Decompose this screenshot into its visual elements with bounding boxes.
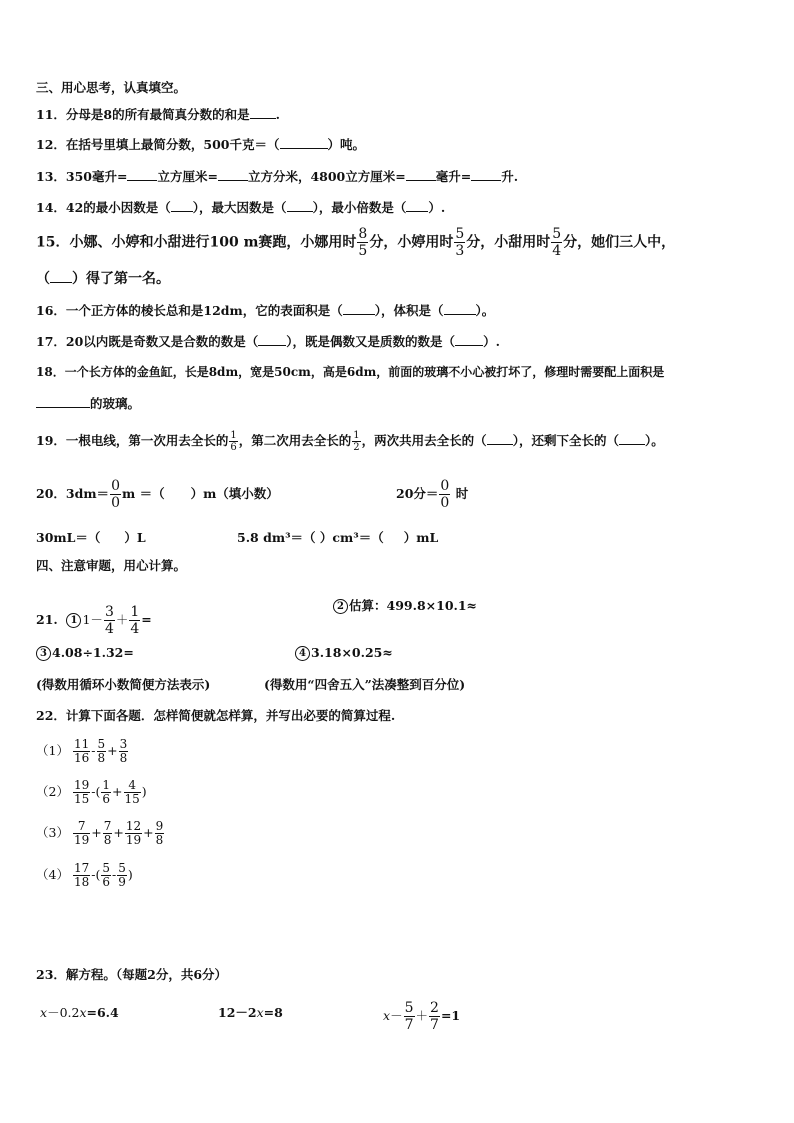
- q23-equation-3: [383, 1000, 460, 1033]
- q22-p2-f1-den: 15: [74, 792, 90, 806]
- question-11: [36, 106, 280, 123]
- q16-text-b: ），体积是（: [374, 303, 444, 318]
- q22-p3-f4: [155, 820, 165, 847]
- q11-blank[interactable]: [250, 106, 276, 119]
- q21-f1-num: 3: [104, 604, 114, 620]
- q23-e3-plus: ＋: [415, 1008, 429, 1023]
- q22-p3-f2-num: 7: [103, 819, 112, 833]
- q22-p3-op3: +: [143, 825, 154, 840]
- question-15: [36, 226, 675, 259]
- q13-text-b: 立方厘米=: [157, 169, 218, 184]
- q21-f2-num: 1: [130, 604, 140, 620]
- q16-blank-1[interactable]: [343, 302, 375, 315]
- q19-f1-num: 1: [230, 430, 237, 441]
- q12-text: 12．在括号里填上最简分数，500千克＝（: [36, 137, 280, 152]
- q22-p3-f2: [103, 820, 113, 847]
- q19-fraction-2: [352, 430, 360, 453]
- q21-plus: ＋: [115, 612, 129, 627]
- question-19: [36, 430, 664, 453]
- q23-e1-x: x: [40, 1005, 48, 1020]
- q21-circle-1: 1: [66, 613, 81, 628]
- q13-blank-1[interactable]: [127, 168, 157, 181]
- q15-f2-den: 3: [455, 243, 465, 259]
- q23-e3-f2: [429, 1000, 440, 1033]
- q22-p3-f3-den: 19: [125, 833, 142, 847]
- q21-one: 1: [82, 612, 91, 627]
- q15-f3-num: 5: [552, 226, 562, 242]
- q22-part-1: [36, 738, 129, 765]
- q22-p1-op1: -: [91, 743, 96, 758]
- q22-p4-f3-num: 5: [118, 861, 126, 875]
- q22-p1-f2-num: 5: [97, 737, 106, 751]
- q19-text-e: ）。: [644, 433, 664, 448]
- q21-fraction-2: [129, 604, 140, 637]
- q19-text-d: ），还剩下全长的（: [512, 433, 619, 448]
- question-21-1: [36, 604, 152, 637]
- q21-note-1: (得数用循环小数简便方法表示): [36, 677, 211, 692]
- q21-fraction-1: [104, 604, 115, 637]
- q22-p3-f2-den: 8: [103, 833, 112, 847]
- q11-text: 11．分母是8的所有最简真分数的和是: [36, 107, 250, 122]
- q21-expr-3: 4.08÷1.32=: [52, 645, 134, 660]
- q22-p1-f2: [97, 738, 107, 765]
- question-18-line2: [36, 395, 140, 412]
- question-14: [36, 199, 445, 216]
- q14-text-d: ）.: [428, 200, 446, 215]
- question-12: [36, 136, 365, 153]
- q18-blank[interactable]: [36, 395, 90, 408]
- q23-e1-x2: x: [79, 1005, 87, 1020]
- q22-part-3: [36, 820, 165, 847]
- q14-text-a: 14．42的最小因数是（: [36, 200, 171, 215]
- q16-blank-2[interactable]: [444, 302, 476, 315]
- q22-p3-f3: [125, 820, 142, 847]
- q22-p4-f2-den: 6: [102, 875, 111, 889]
- q22-p2-f2-den: 6: [102, 792, 111, 806]
- q15-f2-num: 5: [455, 226, 465, 242]
- q13-blank-2[interactable]: [218, 168, 248, 181]
- q21-minus: －: [90, 612, 103, 627]
- q23-e3-b: =1: [440, 1008, 461, 1023]
- q22-p4-f1-den: 18: [74, 875, 90, 889]
- q12-end: ）吨。: [327, 137, 366, 152]
- q23-e3-f1: [404, 1000, 415, 1033]
- q22-p4-f1: [73, 862, 90, 889]
- q20-text-c: ）m（填小数）: [190, 486, 279, 501]
- q20-text-b: m ＝（: [121, 486, 165, 501]
- q13-blank-3[interactable]: [406, 168, 436, 181]
- q22-p3-label: （3）: [36, 825, 69, 840]
- q23-title: 23．解方程。（每题2分，共6分）: [36, 967, 228, 982]
- q20-fraction-1: [110, 478, 121, 511]
- q13-text-e: 升.: [501, 169, 519, 184]
- q13-text-d: 毫升=: [435, 169, 472, 184]
- q21-circle-3: 3: [36, 646, 51, 661]
- q21-eq: =: [141, 612, 152, 627]
- q22-p1-f1-den: 16: [74, 751, 90, 765]
- q22-p4-f3: [117, 862, 127, 889]
- q14-text-b: ），最大因数是（: [192, 200, 287, 215]
- q22-p3-f4-den: 8: [155, 833, 164, 847]
- q22-p2-op1: -(: [91, 784, 101, 799]
- question-18: [36, 364, 664, 380]
- q22-p3-f4-num: 9: [155, 819, 164, 833]
- q19-fraction-1: [229, 430, 237, 453]
- section4-heading: 四、注意审题，用心计算。: [36, 558, 187, 573]
- q20-f1-num: 0: [111, 478, 120, 494]
- question-16: [36, 302, 494, 319]
- q20-f1-den: 0: [111, 495, 120, 511]
- question-20-a: [36, 478, 279, 511]
- q15-text-a: 15．小娜、小婷和小甜进行100 m赛跑，小娜用时: [36, 234, 357, 251]
- q17-text-c: ）.: [483, 334, 500, 349]
- q17-blank-1[interactable]: [258, 333, 286, 346]
- q22-title: 22．计算下面各题．怎样简便就怎样算，并写出必要的简算过程.: [36, 708, 396, 723]
- q15-fraction-1: [357, 226, 368, 259]
- q15-blank[interactable]: [50, 270, 72, 283]
- q21-f1-den: 4: [104, 621, 114, 637]
- q22-p2-f2-num: 1: [102, 778, 111, 792]
- q18-text-a: 18．一个长方体的金鱼缸，长是8dm，宽是50cm，高是6dm，前面的玻璃不小心被打坏了，修理时需要配上面积是: [36, 365, 665, 379]
- q14-blank-2[interactable]: [287, 199, 313, 212]
- q22-p3-f1-den: 19: [74, 833, 90, 847]
- question-15-line2: [36, 270, 170, 287]
- q22-p1-f1: [73, 738, 90, 765]
- q23-e2-x: x: [256, 1005, 264, 1020]
- q20-text-e: 时: [455, 486, 469, 501]
- q15-fraction-2: [454, 226, 465, 259]
- q14-text-c: ），最小倍数是（: [312, 200, 407, 215]
- q22-p2-f3-den: 15: [124, 792, 140, 806]
- q21-circle-4: 4: [295, 646, 310, 661]
- q15-text-c: 分，小甜用时: [466, 234, 551, 251]
- q13-blank-4[interactable]: [471, 168, 501, 181]
- question-21-2: [333, 598, 477, 614]
- q22-p3-op2: +: [113, 825, 124, 840]
- q23-e3-x: x: [383, 1008, 391, 1023]
- q23-e1-a: －0.2: [47, 1005, 80, 1020]
- q17-text-b: ），既是偶数又是质数的数是（: [286, 334, 456, 349]
- q15-text-d: 分，她们三人中，: [563, 234, 676, 251]
- q15-text-e: （: [36, 271, 50, 287]
- q22-p3-op1: +: [91, 825, 102, 840]
- q14-blank-3[interactable]: [406, 199, 428, 212]
- q22-p1-op2: +: [107, 743, 118, 758]
- question-20-d: [237, 530, 438, 546]
- q23-equation-2: [218, 1005, 283, 1021]
- q12-blank[interactable]: [280, 136, 328, 149]
- q22-part-4: [36, 862, 133, 889]
- question-17: [36, 333, 500, 350]
- q21-f2-den: 4: [130, 621, 140, 637]
- q22-p2-f2: [101, 779, 111, 806]
- q17-text-a: 17．20以内既是奇数又是合数的数是（: [36, 334, 259, 349]
- q21-expr-4: 3.18×0.25≈: [311, 645, 393, 660]
- question-21-4: [295, 645, 393, 661]
- q15-text-b: 分，小婷用时: [369, 234, 454, 251]
- question-13: [36, 168, 518, 185]
- q22-p4-f2: [101, 862, 111, 889]
- q19-blank-1[interactable]: [487, 432, 513, 445]
- q21-circle-2: 2: [333, 599, 348, 614]
- q17-blank-2[interactable]: [455, 333, 483, 346]
- q22-p4-op3: ): [127, 867, 133, 882]
- q20-text-h: 5.8 dm³＝（ ）cm³＝（: [237, 530, 384, 545]
- q13-text-a: 13．350毫升=: [36, 169, 128, 184]
- q15-text-f: ）得了第一名。: [72, 271, 170, 287]
- q21-note-2: (得数用“四舍五入”法凑整到百分位): [264, 677, 466, 692]
- section3-heading: 三、用心思考，认真填空。: [36, 80, 187, 95]
- q22-p1-f2-den: 8: [97, 751, 106, 765]
- question-21-3: [36, 645, 134, 661]
- q22-p1-f1-num: 11: [74, 737, 90, 751]
- q22-p2-f3: [124, 779, 141, 806]
- q22-p2-f3-num: 4: [128, 778, 136, 792]
- q22-p4-label: （4）: [36, 867, 69, 882]
- q22-p3-f1-num: 7: [77, 819, 86, 833]
- q20-text-f: 30mL＝（: [36, 530, 101, 545]
- q22-part-2: [36, 779, 147, 806]
- q23-e3-f2-den: 7: [430, 1017, 439, 1033]
- q23-e2-a: 12－2: [218, 1005, 257, 1020]
- q15-fraction-3: [551, 226, 562, 259]
- q20-f2-den: 0: [440, 495, 450, 511]
- q15-f1-den: 5: [358, 243, 368, 259]
- q20-text-d: 20分＝: [396, 486, 439, 501]
- q22-p4-f3-den: 9: [118, 875, 126, 889]
- q22-p1-label: （1）: [36, 743, 69, 758]
- q20-fraction-2: [439, 478, 450, 511]
- q23-e3-f2-num: 2: [430, 1000, 439, 1016]
- q19-f2-num: 1: [353, 430, 360, 441]
- question-20-c: [36, 530, 146, 546]
- q16-text-a: 16．一个正方体的棱长总和是12dm，它的表面积是（: [36, 303, 343, 318]
- q22-p3-f1: [73, 820, 90, 847]
- q20-f2-num: 0: [440, 478, 450, 494]
- q21-label: 21.: [36, 612, 58, 627]
- q15-f3-den: 4: [552, 243, 562, 259]
- q19-text-a: 19．一根电线，第一次用去全长的: [36, 433, 229, 448]
- q19-text-b: ，第二次用去全长的: [238, 433, 352, 448]
- q22-p3-f3-num: 12: [125, 819, 142, 833]
- q14-blank-1[interactable]: [171, 199, 193, 212]
- q20-text-a: 20．3dm＝: [36, 486, 110, 501]
- question-20-b: [396, 478, 468, 511]
- q19-f1-den: 6: [230, 442, 237, 453]
- q19-f2-den: 2: [353, 442, 360, 453]
- q21-estimate: 估算：499.8×10.1≈: [349, 598, 478, 613]
- q22-p4-f2-num: 5: [102, 861, 111, 875]
- q20-text-g: ）L: [124, 530, 146, 545]
- q22-p2-f1: [73, 779, 90, 806]
- q22-p4-op1: -(: [91, 867, 101, 882]
- q11-end: .: [275, 107, 280, 122]
- q19-blank-2[interactable]: [619, 432, 645, 445]
- q22-p2-f1-num: 19: [74, 778, 90, 792]
- q23-e3-f1-num: 5: [404, 1000, 414, 1016]
- q23-e3-minus: －: [390, 1008, 403, 1023]
- q16-text-c: ）。: [475, 303, 495, 318]
- q22-p1-f3: [119, 738, 129, 765]
- q23-equation-1: [40, 1005, 119, 1021]
- q23-e1-b: =6.4: [86, 1005, 119, 1020]
- q18-text-b: 的玻璃。: [90, 396, 141, 411]
- q22-p4-op2: -: [112, 867, 117, 882]
- q22-p2-op2: +: [112, 784, 123, 799]
- q22-p1-f3-den: 8: [119, 751, 128, 765]
- q23-e2-b: =8: [263, 1005, 283, 1020]
- q20-text-i: ）mL: [403, 530, 439, 545]
- q22-p2-label: （2）: [36, 784, 69, 799]
- q22-p2-op3: ): [141, 784, 147, 799]
- q19-text-c: ，两次共用去全长的（: [361, 433, 487, 448]
- q13-text-c: 立方分米，4800立方厘米=: [247, 169, 406, 184]
- q15-f1-num: 8: [358, 226, 368, 242]
- q23-e3-f1-den: 7: [404, 1017, 414, 1033]
- q22-p4-f1-num: 17: [74, 861, 90, 875]
- q22-p1-f3-num: 3: [119, 737, 128, 751]
